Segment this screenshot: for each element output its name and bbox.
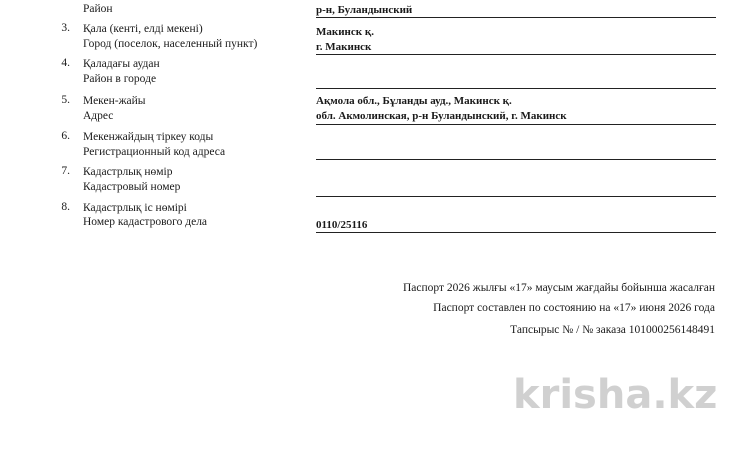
row-cadastral-case-label-kz: Кадастрлық іс нөмірі — [83, 202, 187, 214]
row-address-number: 5. — [61, 94, 70, 106]
row-cadastral-case-number: 8. — [61, 201, 70, 213]
row-city-district-label-ru: Район в городе — [83, 73, 157, 85]
row-city-number: 3. — [61, 22, 70, 34]
footer-line-kz: Паспорт 2026 жылғы «17» маусым жағдайы бойынша жасалған — [402, 282, 715, 294]
row-city-district-label-kz: Қаладағы аудан — [83, 58, 160, 70]
row-reg-code-number: 6. — [61, 130, 70, 142]
row-cadastral-case-label-ru: Номер кадастрового дела — [83, 216, 208, 228]
row-city-district-line — [316, 88, 716, 89]
footer-line-ru: Паспорт составлен по состоянию на «17» июня 2026 года — [433, 302, 715, 314]
row-district-value: р-н, Буландынский — [316, 4, 413, 16]
watermark-logo: krisha.kz — [513, 372, 718, 418]
row-reg-code-label-kz: Мекенжайдың тіркеу коды — [83, 131, 214, 143]
row-address-label-kz: Мекен-жайы — [83, 95, 146, 107]
row-address-value-ru: обл. Акмолинская, р-н Буландынский, г. Макинск — [316, 110, 567, 122]
row-cadastral-number-number: 7. — [61, 165, 70, 177]
row-district-label-ru: Район — [83, 3, 113, 15]
row-district-line — [316, 17, 716, 18]
row-city-label-ru: Город (поселок, населенный пункт) — [83, 38, 258, 50]
row-city-line — [316, 54, 716, 55]
row-city-label-kz: Қала (кенті, елді мекені) — [83, 23, 203, 35]
row-address-label-ru: Адрес — [83, 110, 114, 122]
row-city-value-ru: г. Макинск — [316, 41, 372, 53]
row-city-value-kz: Макинск қ. — [316, 26, 374, 38]
footer-order-number: Тапсырыс № / № заказа 101000256148491 — [510, 324, 715, 336]
row-cadastral-number-line — [316, 196, 716, 197]
row-cadastral-case-line — [316, 232, 716, 233]
row-cadastral-number-label-ru: Кадастровый номер — [83, 181, 181, 193]
row-reg-code-label-ru: Регистрационный код адреса — [83, 146, 226, 158]
row-cadastral-number-label-kz: Кадастрлық нөмір — [83, 166, 173, 178]
row-cadastral-case-value: 0110/25116 — [316, 219, 368, 231]
row-reg-code-line — [316, 159, 716, 160]
row-address-line — [316, 124, 716, 125]
row-city-district-number: 4. — [61, 57, 70, 69]
row-address-value-kz: Ақмола обл., Бұланды ауд., Макинск қ. — [316, 95, 512, 107]
